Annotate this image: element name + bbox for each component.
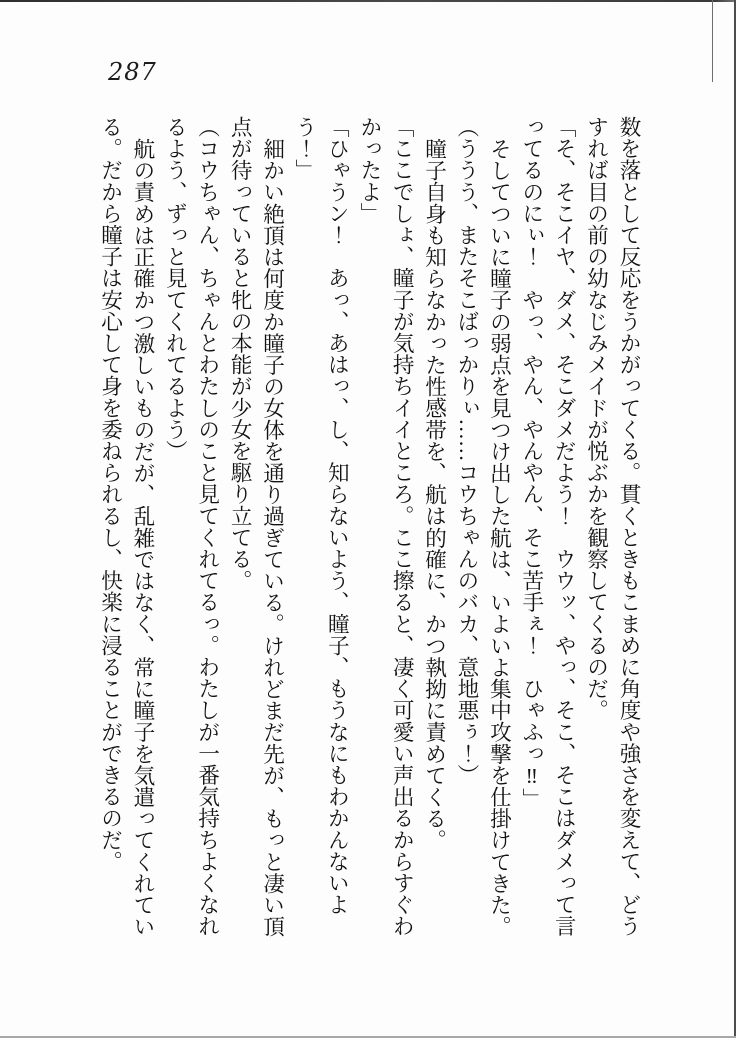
- paragraph: 数を落として反応をうかがってくる。貫くときもこまめに角度や強さを変えて、どうすれば目の前の幼なじみメイドが悦ぶかを観察してくるのだ。: [584, 116, 641, 937]
- paragraph: （コウちゃん、ちゃんとわたしのこと見てくれてるっ。わたしが一番気持ちよくなれるよう、ずっと見てくれてるよう）: [163, 116, 220, 937]
- paragraph: 「ここでしょ、瞳子が気持ちイイところ。ここ擦ると、凄く可愛い声出るからすぐわかったよ」: [357, 116, 415, 937]
- paragraph: 細かい絶頂は何度か瞳子の女体を通り過ぎている。けれどまだ先が、もっと凄い頂点が待っていると牝の本能が少女を駆り立てる。: [228, 116, 285, 937]
- paragraph: 「ひゃうン！ あっ、あはっ、し、知らないよう、瞳子、もうなにもわかんないよう！」: [292, 116, 350, 916]
- page-number: 287: [108, 58, 157, 86]
- paragraph: （ううう、またそこばっかりぃ……コウちゃんのバカ、意地悪ぅ！）: [454, 116, 479, 786]
- scan-edge-top: [0, 0, 736, 2]
- text-block: [91, 116, 645, 942]
- paragraph: 瞳子自身も知らなかった性感帯を、航は的確に、かつ執拗に責めてくる。: [422, 137, 447, 851]
- scan-crease-line: [712, 0, 713, 82]
- paragraph: そしてついに瞳子の弱点を見つけ出した航は、いよいよ集中攻撃を仕掛けてきた。: [487, 137, 512, 937]
- paragraph: 「そ、そこイヤ、ダメ、そこダメだよう！ ウウッ、やっ、そこ、そこはダメって言ってるのにぃ！ やっ、やん、やんやん、そこ苦手ぇ！ ひゃふっ‼」: [519, 116, 577, 937]
- paragraph: 航の責めは正確かつ激しいものだが、乱雑ではなく、常に瞳子を気遣ってくれている。だから瞳子は安心して身を委ねられるし、快楽に浸ることができるのだ。: [98, 116, 155, 937]
